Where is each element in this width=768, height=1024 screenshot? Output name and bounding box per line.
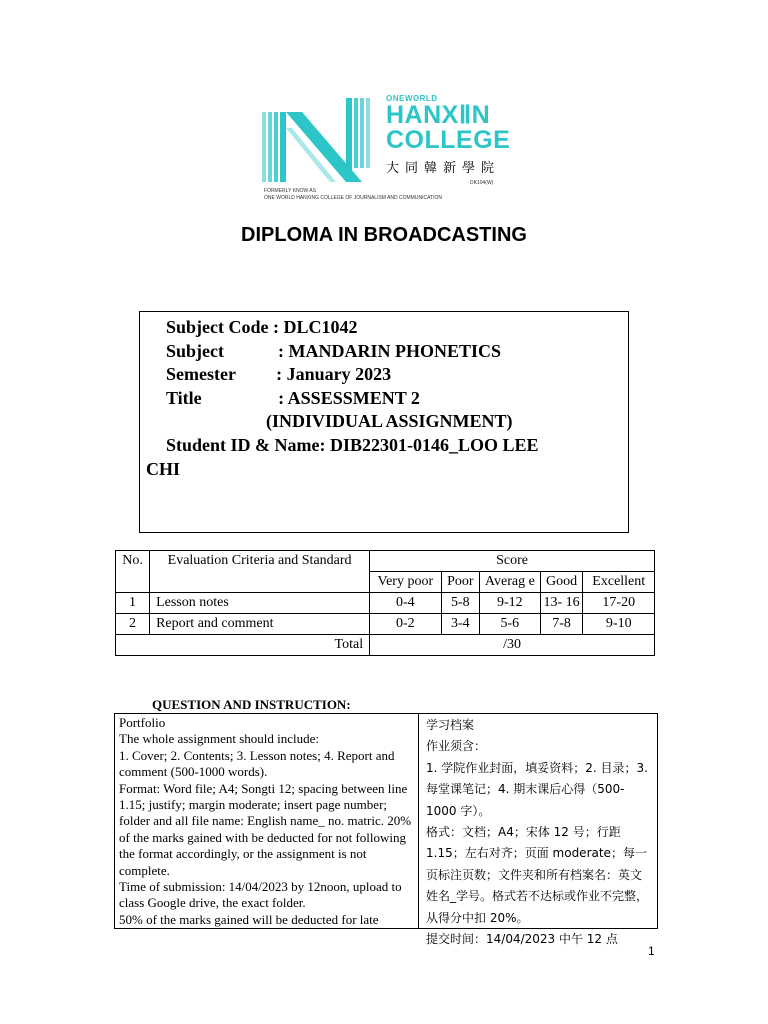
subject-code: Subject Code : DLC1042 (166, 317, 358, 337)
row-no: 1 (116, 593, 150, 614)
level-average: Averag e (480, 572, 541, 593)
row-score: 13- 16 (540, 593, 583, 614)
total-label: Total (116, 635, 370, 656)
logo-college: COLLEGE (386, 126, 511, 154)
level-poor: Poor (441, 572, 480, 593)
hanxin-logo-icon (262, 98, 380, 182)
row-score: 0-4 (370, 593, 442, 614)
student-id-name: Student ID & Name: DIB22301-0146_LOO LEE (166, 435, 539, 455)
logo-text (386, 94, 510, 176)
logo-hanxin: HANXⅡN (386, 101, 491, 129)
level-good: Good (540, 572, 583, 593)
instructions-chinese (420, 714, 657, 947)
logo-chinese-name: 大同韓新學院 (386, 161, 501, 176)
row-score: 17-20 (583, 593, 655, 614)
instructions-english (115, 714, 419, 928)
document-title: DIPLOMA IN BROADCASTING (241, 224, 527, 246)
row-score: 9-10 (583, 614, 655, 635)
level-very-poor: Very poor (370, 572, 442, 593)
header-no: No. (116, 551, 150, 593)
logo-oneworld: ONEWORLD (386, 94, 438, 103)
instruction-line-cn: 作业须含： (426, 739, 487, 754)
table-total-row (116, 635, 655, 656)
logo-formerly-line1: FORMERLY KNOW AS (264, 188, 317, 194)
row-no: 2 (116, 614, 150, 635)
row-score: 3-4 (441, 614, 480, 635)
instructions-heading: QUESTION AND INSTRUCTION: (152, 697, 351, 712)
table-row (116, 593, 655, 614)
logo-formerly (264, 188, 442, 202)
semester: Semester : January 2023 (166, 364, 392, 384)
instructions-box (114, 713, 658, 947)
table-header-row (116, 551, 655, 572)
page-number: 1 (648, 944, 655, 958)
table-row (116, 614, 655, 635)
instruction-line-cn: 格式：文档；A4；宋体 12 号；行距 1.15；左右对齐；页面 moderate；每一页标注页数；文件夹和所有档案名：英文姓名_学号。格式若不达标或作业不完整，从得分中扣 20%。 (426, 825, 649, 925)
college-logo (262, 94, 512, 212)
instruction-line: The whole assignment should include: (119, 731, 320, 747)
assessment-title: Title : ASSESSMENT 2 (166, 388, 420, 408)
instruction-line: 1. Cover; 2. Contents; 3. Lesson notes; 4. Report and comment (500-1000 words). (119, 747, 395, 780)
instruction-line-cn: 学习档案 (426, 718, 475, 732)
evaluation-table (115, 550, 655, 656)
subject-name: Subject : MANDARIN PHONETICS (166, 341, 502, 361)
row-criteria: Lesson notes (150, 593, 370, 614)
assignment-type: (INDIVIDUAL ASSIGNMENT) (266, 411, 513, 431)
instruction-line-cn: 1. 学院作业封面，填妥资料；2. 目录；3. 每堂课笔记；4. 期末课后心得（500-1000 字）。 (426, 760, 648, 818)
instruction-line: Portfolio (119, 715, 166, 730)
header-criteria: Evaluation Criteria and Standard (150, 551, 370, 593)
row-score: 0-2 (370, 614, 442, 635)
row-score: 9-12 (480, 593, 541, 614)
row-score: 7-8 (540, 614, 583, 635)
instruction-line: Format: Word file; A4; Songti 12; spacing between line 1.15; justify; margin moderate; insert page number; folder and all file name: English name_ no. matric. 20% of the marks gained with be deducted for not following the format accordingly, or the assignment is not complete. (119, 780, 412, 878)
header-score: Score (370, 551, 655, 572)
student-name-continued: CHI (146, 459, 181, 479)
assignment-info-box (139, 311, 629, 533)
instruction-line-cn: 提交时间：14/04/2023 中午 12 点 (426, 932, 618, 947)
instruction-line: 50% of the marks gained will be deducted for late (119, 911, 379, 927)
total-value: /30 (370, 635, 655, 656)
instruction-line: Time of submission: 14/04/2023 by 12noon, upload to class Google drive, the exact folder. (119, 879, 402, 911)
logo-code: DK104(W) (470, 180, 494, 186)
logo-formerly-line2: ONE WORLD HANXING COLLEGE OF JOURNALISM AND COMMUNICATION (264, 195, 442, 201)
row-criteria: Report and comment (150, 614, 370, 635)
level-excellent: Excellent (583, 572, 655, 593)
row-score: 5-6 (480, 614, 541, 635)
row-score: 5-8 (441, 593, 480, 614)
